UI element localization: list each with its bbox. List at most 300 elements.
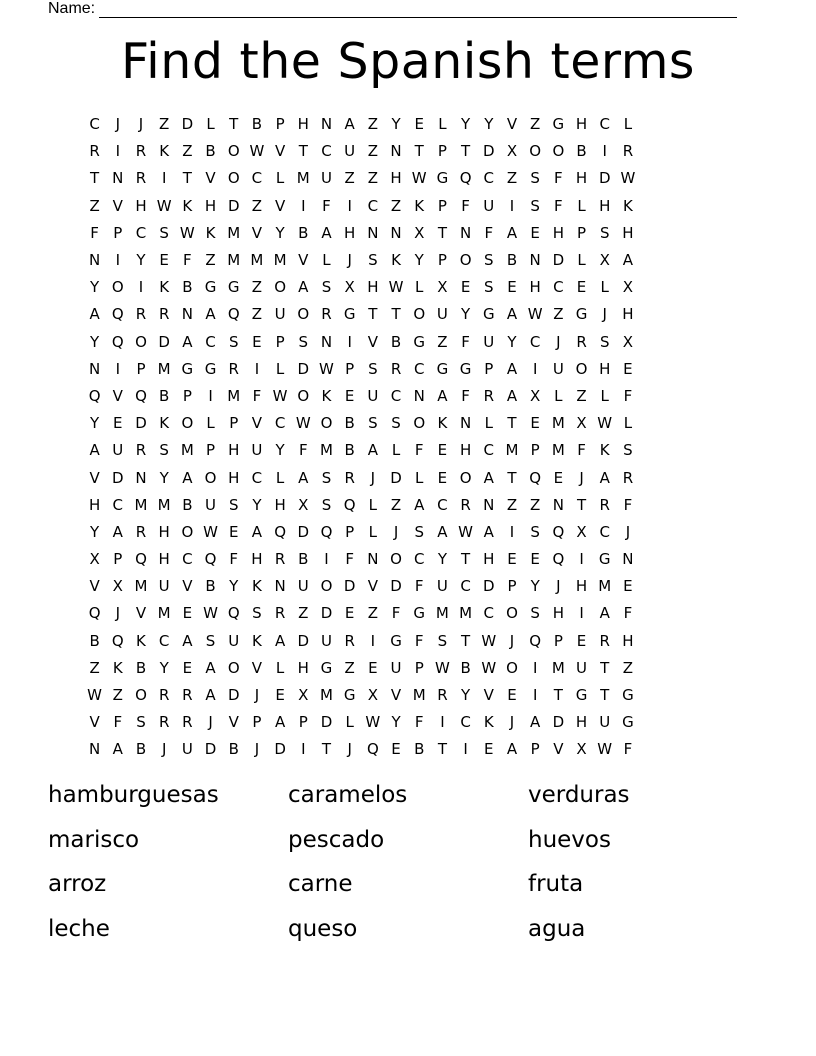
grid-letter: G bbox=[204, 359, 217, 378]
grid-letter: Z bbox=[390, 495, 402, 514]
grid-letter: W bbox=[319, 359, 334, 378]
grid-letter: C bbox=[321, 142, 332, 161]
grid-letter: S bbox=[228, 495, 239, 514]
grid-letter: Y bbox=[461, 115, 471, 134]
grid-row bbox=[83, 410, 733, 437]
grid-letter: S bbox=[530, 604, 540, 623]
grid-letter: W bbox=[249, 142, 265, 161]
grid-letter: R bbox=[182, 713, 193, 732]
grid-letter: U bbox=[320, 169, 332, 188]
grid-letter: V bbox=[89, 468, 100, 487]
grid-letter: H bbox=[297, 658, 309, 677]
grid-letter: U bbox=[552, 359, 564, 378]
grid-letter: S bbox=[252, 604, 262, 623]
grid-letter: Z bbox=[298, 604, 309, 623]
grid-letter: G bbox=[343, 305, 356, 324]
grid-letter: K bbox=[483, 713, 494, 732]
grid-letter: R bbox=[321, 305, 332, 324]
grid-letter: Y bbox=[252, 495, 262, 514]
grid-letter: M bbox=[551, 441, 565, 460]
grid-letter: H bbox=[367, 278, 379, 297]
grid-letter: J bbox=[579, 468, 584, 487]
name-label: Name: bbox=[48, 0, 96, 17]
grid-letter: R bbox=[182, 686, 193, 705]
grid-letter: M bbox=[598, 577, 612, 596]
grid-letter: C bbox=[460, 577, 471, 596]
grid-letter: F bbox=[577, 441, 586, 460]
grid-letter: N bbox=[181, 305, 193, 324]
grid-letter: S bbox=[599, 223, 610, 242]
grid-letter: N bbox=[88, 740, 101, 759]
grid-letter: Z bbox=[553, 305, 564, 324]
grid-row bbox=[83, 274, 733, 301]
grid-letter: U bbox=[274, 305, 286, 324]
grid-row bbox=[83, 682, 733, 709]
grid-letter: X bbox=[622, 332, 634, 351]
grid-letter: S bbox=[159, 441, 169, 460]
grid-letter: A bbox=[274, 713, 286, 732]
grid-letter: M bbox=[157, 604, 171, 623]
grid-row bbox=[83, 628, 733, 655]
grid-letter: R bbox=[158, 686, 170, 705]
grid-letter: C bbox=[112, 495, 124, 514]
grid-letter: W bbox=[620, 169, 636, 188]
grid-letter: H bbox=[622, 223, 634, 242]
grid-letter: A bbox=[344, 115, 355, 134]
grid-letter: B bbox=[135, 740, 147, 759]
grid-letter: D bbox=[320, 604, 333, 623]
grid-letter: Z bbox=[367, 604, 378, 623]
word-list-item: carne bbox=[288, 871, 353, 897]
grid-letter: D bbox=[274, 740, 286, 759]
grid-letter: G bbox=[622, 713, 634, 732]
grid-letter: W bbox=[481, 658, 497, 677]
grid-letter: M bbox=[319, 441, 333, 460]
grid-letter: Z bbox=[89, 658, 100, 677]
grid-row bbox=[83, 464, 733, 491]
grid-letter: S bbox=[368, 414, 378, 433]
grid-letter: P bbox=[437, 142, 447, 161]
grid-letter: F bbox=[322, 196, 331, 215]
grid-letter: V bbox=[228, 713, 239, 732]
grid-letter: R bbox=[135, 169, 147, 188]
word-list-item: agua bbox=[528, 915, 586, 942]
grid-letter: I bbox=[440, 713, 445, 732]
grid-letter: G bbox=[622, 686, 634, 705]
grid-letter: E bbox=[623, 577, 633, 596]
grid-letter: S bbox=[159, 223, 169, 242]
grid-letter: H bbox=[483, 550, 495, 569]
grid-letter: D bbox=[390, 577, 402, 596]
grid-row bbox=[83, 437, 733, 464]
grid-letter: E bbox=[113, 414, 123, 433]
grid-letter: Y bbox=[391, 115, 401, 134]
grid-letter: V bbox=[205, 169, 216, 188]
grid-letter: S bbox=[484, 278, 494, 297]
grid-row bbox=[83, 111, 733, 138]
grid-letter: K bbox=[205, 223, 216, 242]
grid-letter: A bbox=[483, 522, 494, 541]
grid-letter: Q bbox=[111, 332, 124, 351]
letter-grid bbox=[83, 111, 733, 764]
grid-letter: Q bbox=[111, 631, 124, 650]
grid-letter: J bbox=[138, 115, 144, 134]
grid-letter: Y bbox=[159, 468, 169, 487]
grid-letter: I bbox=[301, 740, 306, 759]
grid-letter: O bbox=[227, 142, 240, 161]
grid-letter: W bbox=[203, 604, 218, 623]
grid-letter: E bbox=[344, 386, 355, 405]
grid-letter: J bbox=[254, 740, 260, 759]
grid-letter: Q bbox=[320, 522, 333, 541]
grid-letter: Q bbox=[111, 305, 124, 324]
grid-letter: Z bbox=[344, 658, 355, 677]
grid-row bbox=[83, 356, 733, 383]
grid-letter: X bbox=[576, 522, 587, 541]
grid-letter: E bbox=[530, 414, 540, 433]
grid-letter: D bbox=[112, 468, 124, 487]
grid-letter: N bbox=[274, 577, 286, 596]
grid-letter: O bbox=[552, 142, 565, 161]
grid-letter: L bbox=[275, 169, 285, 188]
grid-letter: O bbox=[274, 278, 286, 297]
grid-letter: B bbox=[298, 223, 309, 242]
grid-letter: C bbox=[529, 332, 541, 351]
word-list-item: arroz bbox=[48, 871, 107, 897]
grid-letter: R bbox=[437, 686, 448, 705]
grid-letter: H bbox=[274, 495, 286, 514]
grid-letter: G bbox=[390, 631, 402, 650]
grid-letter: A bbox=[483, 468, 494, 487]
grid-letter: A bbox=[89, 305, 100, 324]
grid-letter: U bbox=[344, 142, 356, 161]
grid-letter: I bbox=[324, 550, 329, 569]
grid-letter: D bbox=[552, 251, 565, 270]
grid-letter: Q bbox=[204, 550, 217, 569]
grid-letter: M bbox=[505, 441, 519, 460]
word-list-item: marisco bbox=[48, 826, 140, 853]
grid-letter: S bbox=[623, 441, 633, 460]
grid-letter: I bbox=[579, 604, 584, 623]
grid-letter: J bbox=[347, 740, 352, 759]
grid-letter: E bbox=[182, 604, 193, 623]
grid-letter: C bbox=[205, 332, 216, 351]
grid-letter: N bbox=[529, 251, 541, 270]
grid-letter: I bbox=[115, 142, 120, 161]
grid-letter: J bbox=[208, 713, 213, 732]
grid-letter: V bbox=[251, 658, 263, 677]
grid-letter: F bbox=[484, 223, 494, 242]
grid-letter: W bbox=[203, 522, 218, 541]
grid-letter: V bbox=[251, 223, 263, 242]
grid-letter: W bbox=[411, 169, 427, 188]
grid-letter: C bbox=[182, 550, 193, 569]
grid-letter: Y bbox=[507, 332, 517, 351]
grid-letter: F bbox=[623, 604, 633, 623]
grid-letter: T bbox=[368, 305, 378, 324]
grid-letter: G bbox=[413, 332, 426, 351]
grid-letter: B bbox=[414, 740, 425, 759]
grid-letter: Q bbox=[343, 495, 356, 514]
grid-letter: Q bbox=[274, 522, 286, 541]
grid-letter: E bbox=[553, 468, 564, 487]
grid-letter: S bbox=[530, 522, 540, 541]
grid-letter: H bbox=[88, 495, 101, 514]
grid-letter: A bbox=[298, 278, 309, 297]
grid-letter: C bbox=[89, 115, 100, 134]
grid-letter: N bbox=[88, 359, 101, 378]
grid-row bbox=[83, 546, 733, 573]
grid-letter: H bbox=[228, 441, 240, 460]
grid-letter: U bbox=[599, 713, 611, 732]
grid-letter: B bbox=[89, 631, 100, 650]
grid-letter: B bbox=[159, 386, 170, 405]
grid-letter: E bbox=[437, 468, 448, 487]
grid-letter: O bbox=[506, 658, 518, 677]
word-list-item: leche bbox=[48, 915, 110, 942]
grid-letter: B bbox=[182, 278, 193, 297]
grid-letter: R bbox=[622, 468, 634, 487]
grid-letter: I bbox=[532, 658, 538, 677]
grid-letter: A bbox=[506, 386, 518, 405]
grid-letter: E bbox=[252, 332, 262, 351]
grid-letter: W bbox=[272, 386, 288, 405]
grid-letter: H bbox=[622, 631, 634, 650]
grid-letter: H bbox=[599, 196, 611, 215]
grid-letter: N bbox=[552, 495, 564, 514]
grid-letter: A bbox=[205, 305, 216, 324]
grid-letter: H bbox=[158, 522, 170, 541]
grid-letter: N bbox=[390, 142, 402, 161]
grid-letter: G bbox=[320, 658, 333, 677]
grid-row bbox=[83, 383, 733, 410]
grid-letter: P bbox=[530, 740, 540, 759]
grid-letter: H bbox=[390, 169, 402, 188]
grid-letter: C bbox=[390, 386, 402, 405]
grid-letter: H bbox=[459, 441, 472, 460]
grid-letter: Z bbox=[390, 196, 402, 215]
grid-letter: A bbox=[506, 305, 518, 324]
grid-letter: X bbox=[89, 550, 100, 569]
grid-letter: F bbox=[229, 550, 239, 569]
grid-letter: P bbox=[345, 359, 355, 378]
grid-letter: I bbox=[161, 169, 167, 188]
grid-letter: F bbox=[623, 495, 633, 514]
grid-letter: J bbox=[556, 332, 561, 351]
grid-letter: P bbox=[345, 522, 355, 541]
grid-letter: M bbox=[227, 251, 241, 270]
grid-letter: D bbox=[483, 142, 495, 161]
grid-letter: K bbox=[136, 631, 146, 650]
grid-letter: A bbox=[182, 332, 193, 351]
grid-letter: A bbox=[437, 522, 448, 541]
grid-letter: M bbox=[157, 495, 171, 514]
grid-letter: N bbox=[622, 550, 634, 569]
grid-letter: A bbox=[89, 441, 100, 460]
grid-letter: W bbox=[156, 196, 172, 215]
grid-letter: E bbox=[576, 278, 587, 297]
grid-letter: F bbox=[414, 577, 424, 596]
grid-letter: R bbox=[158, 713, 170, 732]
grid-letter: A bbox=[251, 522, 263, 541]
grid-letter: V bbox=[251, 414, 263, 433]
grid-letter: D bbox=[598, 169, 611, 188]
grid-letter: M bbox=[412, 686, 426, 705]
grid-letter: F bbox=[252, 386, 262, 405]
grid-letter: B bbox=[228, 740, 239, 759]
grid-letter: V bbox=[274, 196, 286, 215]
grid-letter: W bbox=[388, 278, 404, 297]
grid-letter: S bbox=[368, 251, 378, 270]
grid-letter: I bbox=[115, 251, 120, 270]
grid-letter: G bbox=[575, 686, 588, 705]
grid-letter: Q bbox=[135, 386, 147, 405]
grid-letter: O bbox=[575, 359, 588, 378]
grid-letter: A bbox=[205, 658, 216, 677]
grid-letter: P bbox=[182, 386, 192, 405]
grid-letter: W bbox=[295, 414, 311, 433]
grid-letter: Q bbox=[552, 522, 565, 541]
grid-letter: Z bbox=[506, 169, 518, 188]
grid-letter: G bbox=[227, 278, 240, 297]
grid-letter: D bbox=[227, 196, 240, 215]
grid-letter: H bbox=[344, 223, 356, 242]
grid-letter: K bbox=[414, 196, 425, 215]
grid-letter: D bbox=[390, 468, 402, 487]
grid-letter: H bbox=[158, 550, 170, 569]
grid-letter: E bbox=[507, 550, 517, 569]
grid-letter: L bbox=[391, 441, 401, 460]
grid-letter: Y bbox=[275, 223, 285, 242]
grid-letter: G bbox=[552, 115, 565, 134]
grid-letter: R bbox=[390, 359, 402, 378]
grid-letter: X bbox=[599, 251, 610, 270]
grid-letter: G bbox=[204, 278, 217, 297]
grid-letter: P bbox=[507, 577, 517, 596]
grid-letter: K bbox=[159, 278, 170, 297]
grid-letter: T bbox=[600, 658, 610, 677]
grid-letter: Q bbox=[88, 604, 101, 623]
grid-letter: E bbox=[460, 278, 471, 297]
grid-letter: A bbox=[437, 386, 448, 405]
grid-letter: X bbox=[506, 142, 518, 161]
grid-letter: V bbox=[553, 740, 564, 759]
grid-letter: C bbox=[599, 522, 610, 541]
grid-letter: T bbox=[437, 223, 447, 242]
grid-letter: G bbox=[598, 550, 611, 569]
word-list-item: caramelos bbox=[288, 782, 408, 808]
grid-letter: O bbox=[297, 305, 310, 324]
word-list-item: fruta bbox=[528, 871, 584, 897]
grid-letter: U bbox=[390, 658, 402, 677]
grid-letter: J bbox=[115, 115, 120, 134]
grid-letter: R bbox=[274, 604, 286, 623]
grid-letter: R bbox=[228, 359, 239, 378]
grid-letter: S bbox=[298, 332, 309, 351]
grid-letter: M bbox=[435, 604, 449, 623]
grid-letter: W bbox=[481, 631, 497, 650]
grid-letter: H bbox=[529, 278, 541, 297]
grid-letter: T bbox=[461, 631, 471, 650]
grid-letter: X bbox=[344, 278, 355, 297]
grid-letter: W bbox=[527, 305, 543, 324]
grid-letter: L bbox=[577, 196, 586, 215]
grid-letter: O bbox=[529, 142, 542, 161]
grid-letter: O bbox=[459, 251, 472, 270]
grid-letter: U bbox=[367, 386, 379, 405]
grid-letter: Y bbox=[159, 658, 169, 677]
grid-letter: D bbox=[158, 332, 170, 351]
grid-letter: K bbox=[159, 414, 170, 433]
grid-letter: F bbox=[623, 386, 633, 405]
grid-letter: Z bbox=[251, 305, 263, 324]
grid-letter: U bbox=[228, 631, 240, 650]
grid-letter: R bbox=[576, 332, 587, 351]
word-list-item: verduras bbox=[528, 782, 630, 808]
grid-letter: N bbox=[390, 223, 402, 242]
grid-letter: N bbox=[112, 169, 124, 188]
grid-letter: E bbox=[344, 604, 355, 623]
grid-letter: V bbox=[506, 115, 518, 134]
grid-letter: C bbox=[483, 169, 495, 188]
grid-letter: W bbox=[434, 658, 450, 677]
grid-letter: N bbox=[320, 332, 333, 351]
grid-letter: P bbox=[484, 359, 494, 378]
grid-letter: J bbox=[370, 468, 376, 487]
grid-letter: E bbox=[182, 658, 193, 677]
grid-letter: T bbox=[576, 495, 587, 514]
word-list bbox=[48, 773, 768, 951]
grid-letter: M bbox=[296, 169, 310, 188]
grid-letter: O bbox=[135, 686, 147, 705]
grid-row bbox=[83, 329, 733, 356]
grid-letter: W bbox=[365, 713, 381, 732]
grid-letter: F bbox=[461, 386, 470, 405]
grid-letter: Y bbox=[229, 577, 239, 596]
grid-letter: A bbox=[182, 468, 193, 487]
grid-letter: M bbox=[134, 495, 148, 514]
grid-letter: M bbox=[180, 441, 194, 460]
grid-letter: Z bbox=[506, 495, 518, 514]
grid-letter: X bbox=[622, 278, 634, 297]
grid-letter: P bbox=[113, 550, 123, 569]
grid-letter: V bbox=[89, 577, 100, 596]
grid-letter: R bbox=[599, 631, 610, 650]
grid-letter: Y bbox=[414, 251, 424, 270]
grid-letter: V bbox=[112, 386, 123, 405]
grid-letter: A bbox=[414, 495, 425, 514]
grid-letter: P bbox=[414, 658, 424, 677]
grid-row bbox=[83, 247, 733, 274]
grid-letter: H bbox=[135, 196, 147, 215]
grid-letter: L bbox=[415, 278, 424, 297]
grid-letter: N bbox=[320, 115, 333, 134]
grid-letter: N bbox=[367, 223, 379, 242]
grid-letter: H bbox=[622, 305, 634, 324]
grid-letter: S bbox=[205, 631, 216, 650]
grid-letter: E bbox=[484, 740, 494, 759]
grid-letter: P bbox=[577, 223, 587, 242]
grid-letter: Z bbox=[367, 142, 378, 161]
grid-letter: Z bbox=[205, 251, 216, 270]
grid-letter: S bbox=[391, 414, 401, 433]
grid-letter: V bbox=[274, 142, 286, 161]
grid-letter: T bbox=[321, 740, 332, 759]
grid-letter: N bbox=[483, 495, 495, 514]
grid-row bbox=[83, 655, 733, 682]
grid-letter: B bbox=[205, 142, 216, 161]
grid-letter: L bbox=[322, 251, 331, 270]
